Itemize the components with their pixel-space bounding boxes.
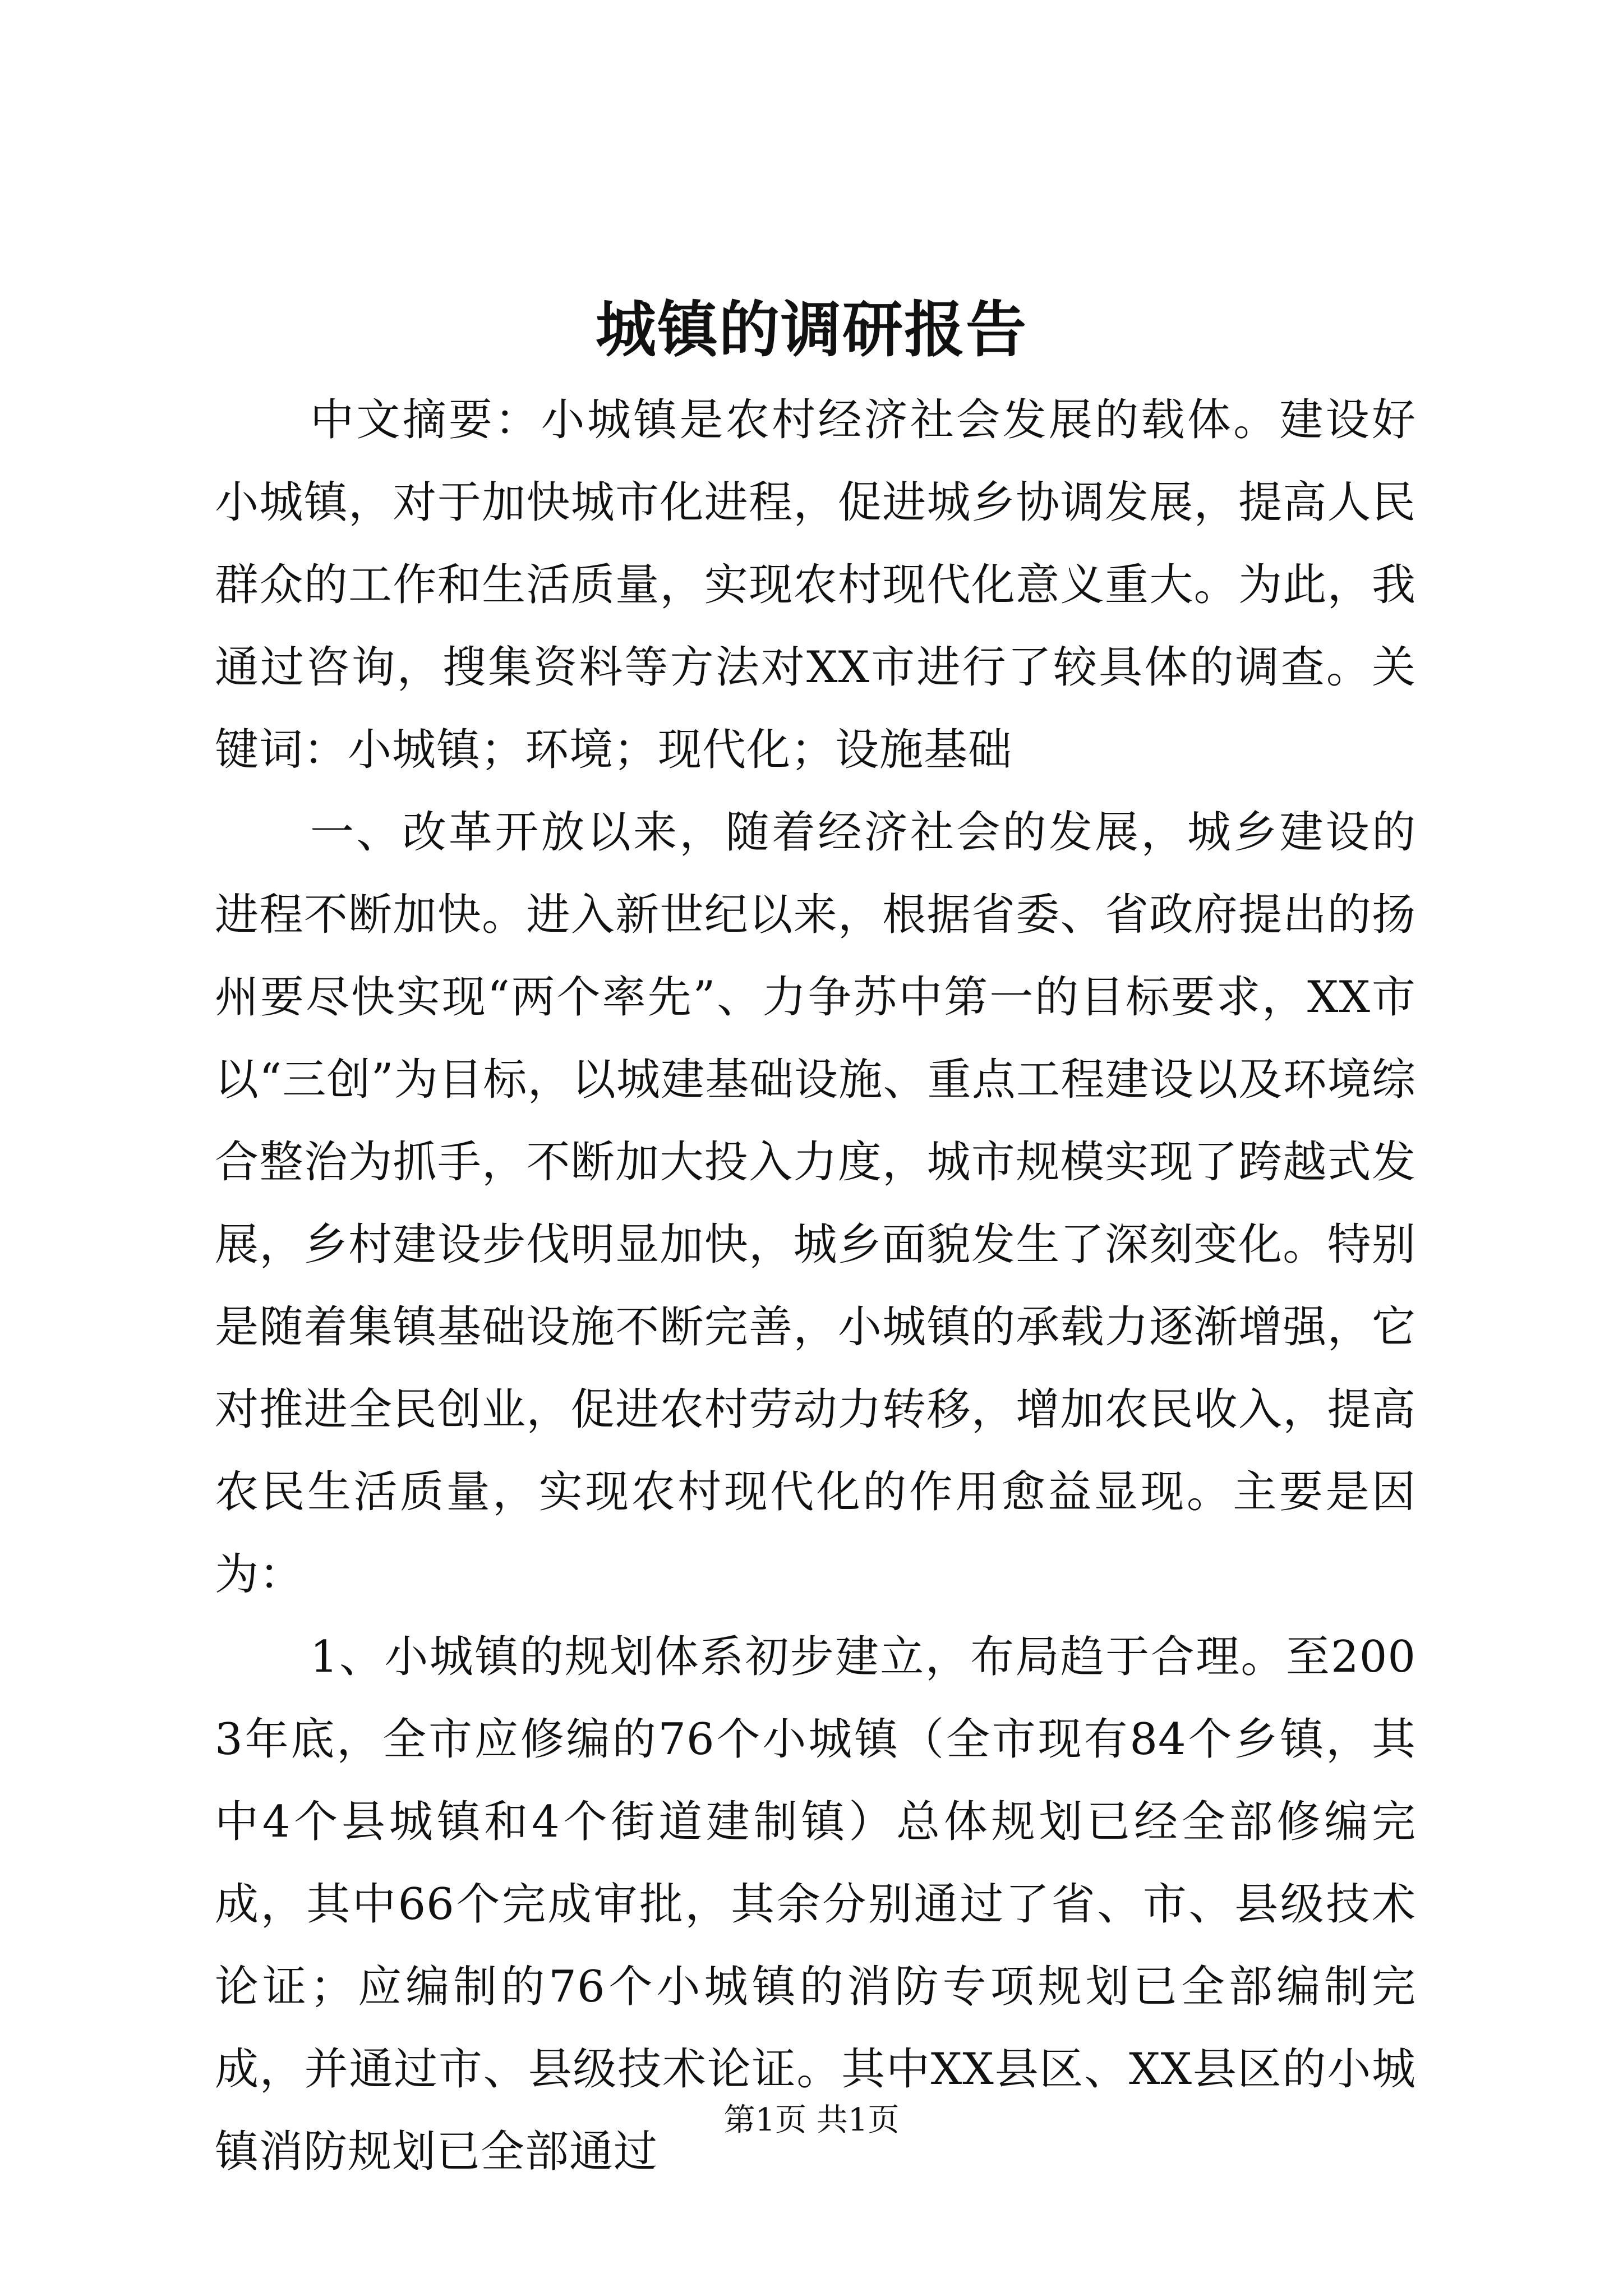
abstract-paragraph: 中文摘要：小城镇是农村经济社会发展的载体。建设好小城镇，对于加快城市化进程，促进城乡协调发展，提高人民群众的工作和生活质量，实现农村现代化意义重大。为此，我通过咨询，搜集资料等方法对XX市进行了较具体的调查。关键词：小城镇；环境；现代化；设施基础: [215, 395, 1416, 775]
document-title: 城镇的调研报告: [595, 295, 1027, 365]
document-body: [215, 379, 1416, 2193]
item-one-paragraph: 1、小城镇的规划体系初步建立，布局趋于合理。至2003年底，全市应修编的76个小城镇（全市现有84个乡镇，其中4个县城镇和4个街道建制镇）总体规划已经全部修编完成，其中66个完成审批，其余分别通过了省、市、县级技术论证；应编制的76个小城镇的消防专项规划已全部编制完成，并通过市、县级技术论证。其中XX县区、XX县区的小城镇消防规划已全部通过: [215, 1632, 1416, 2177]
page-footer: 第1页 共1页: [723, 2102, 900, 2138]
section-one-paragraph: 一、改革开放以来，随着经济社会的发展，城乡建设的进程不断加快。进入新世纪以来，根据省委、省政府提出的扬州要尽快实现“两个率先”、力争苏中第一的目标要求，XX市以“三创”为目标，以城建基础设施、重点工程建设以及环境综合整治为抓手，不断加大投入力度，城市规模实现了跨越式发展，乡村建设步伐明显加快，城乡面貌发生了深刻变化。特别是随着集镇基础设施不断完善，小城镇的承载力逐渐增强，它对推进全民创业，促进农村劳动力转移，增加农民收入，提高农民生活质量，实现农村现代化的作用愈益显现。主要是因为：: [215, 807, 1416, 1600]
